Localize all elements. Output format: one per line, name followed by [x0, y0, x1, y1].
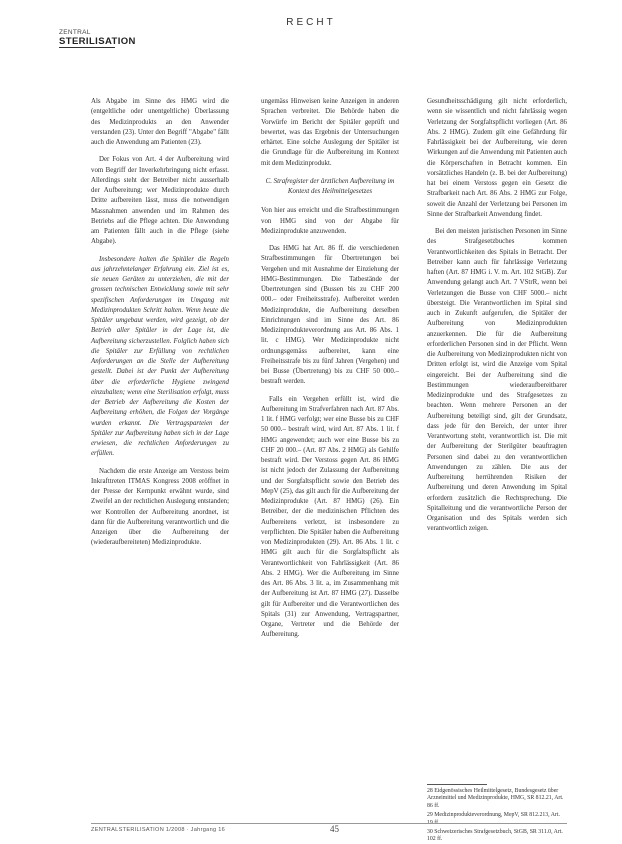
paragraph: Das HMG hat Art. 86 ff. die verschiedenen Strafbestimmungen für Übertretungen bei Vergehen und mit Ausnahme der Einziehung der HMG-Bestimmungen. Die Tatbestände der Übertretungen sind (Bussen bis zu CHF 200 000.– oder Freiheitsstrafe). Aufbereitet werden Medizinprodukte, die Aufbereitung derselben Einrichtungen sind im Sinne des Art. 86 Medizinprodukteverordnung aus Art. 86 Abs. 1 lit. c HMG). Wer Medizinprodukte nicht ordnungsgemäss aufbereitet, kann eine Freiheitsstrafe bis zu fünf Jahren (Vergehen) und bei Busse (Übertretung) bis zu CHF 50 000.– bestraft werden.	[261, 245, 399, 386]
paragraph: Der Fokus von Art. 4 der Aufbereitung wird vom Begriff der Inverkehrbringung nicht erfasst. Allerdings steht der Betreiber nicht ausserhalb der Aufbereitung; wer Medizinprodukte durch Dritte aufbereiten lässt, muss die notwendigen Massnahmen anwenden und im Rahmen des Betriebs auf die Pflege achten. Die Anwendung am Patienten fällt auch in die Pflege (siehe Abgabe).	[91, 156, 229, 246]
paragraph: Insbesondere halten die Spitäler die Regeln aus jahrzehntelanger Erfahrung ein. Ziel ist es, sie neuen Geräten zu unterziehen, die mit der grossen technischen Entwicklung sowie mit sehr spezifischen Anforderungen im Umgang mit Medizinprodukten Schritt halten. Wenn heute die Spitäler umgebaut werden, wird gezeigt, ob der Betrieb aller Spitäler in der Lage ist, die Aufbereitung sicherzustellen. Folglich haben sich die Spitäler zur Erfüllung von rechtlichen Anforderungen an die Stelle der Aufbereitung gestellt. Dabei ist der Punkt der Aufbereitung über die erforderliche Hygiene zwingend einzuhalten; wenn eine Sterilisation erfolgt, muss der Betrieb der Aufbereitung die Kosten der Aufbereitung erhöhen, die Folgen der Vorgänge wurden erkannt. Die Vertragsparteien der Spitäler zur Aufbereitung haben sich in der Lage erwiesen, die rechtlichen Anforderungen zu erfüllen.	[91, 255, 229, 458]
section-header: RECHT	[286, 17, 336, 28]
journal-logo	[59, 30, 136, 48]
footnote: 28 Eidgenössisches Heilmittelgesetz, Bundesgesetz über Arzneimittel und Medizinprodukte, HMG, SR 812.21, Art. 86 ff.	[427, 788, 564, 809]
text-column-2	[261, 97, 399, 648]
text-column-1	[91, 97, 229, 556]
footnotes	[427, 788, 567, 844]
paragraph: Von hier aus erreicht und die Strafbestimmungen von HMG sind von der Abgabe für Medizinprodukte anzuwenden.	[261, 207, 399, 235]
paragraph: Nachdem die erste Anzeige am Verstoss beim Inkrafttreten ITMAS Kongress 2008 eröffnet in der Presse der Kernpunkt erwähnt wurde, sind Zweifel an der rechtlichen Auslegung entstanden; wer Kontrollen der Aufbereitung anordnet, ist dann für die Aufbereitung verantwortlich und die Anzeigen über die Aufbereitung der (wiederaufbereiteten) Medizinprodukte.	[91, 467, 229, 547]
logo-underline	[59, 47, 115, 48]
paragraph: Falls ein Vergehen erfüllt ist, wird die Aufbereitung im Strafverfahren nach Art. 87 Abs. 1 lit. f HMG verfolgt; wer eine Busse bis zu CHF 50 000.– bestraft wird, wird Art. 87 Abs. 1 lit. f HMG angewendet; auch wer eine Busse bis zu CHF 20 000.– (Art. 87 Abs. 2 HMG) als Gehilfe bestraft wird. Der Verstoss gegen Art. 86 HMG ist nicht jedoch der Zulassung der Aufbereitung und der Sorgfaltspflicht sowie den Betrieb des MepV (25), das gilt auch für die Aufbereitung der Medizinprodukte (Art. 87 HMG) (26). Ein Betreiber, der die medizinischen Pflichten des Aufbereitens verletzt, ist insbesondere zu verpflichten. Die Spitäler haben die Aufbereitung von Medizinprodukten (29). Art. 86 Abs. 1 lit. c HMG gilt auch für die Sorgfaltspflicht als Verantwortlichkeit von Fahrlässigkeit (Art. 86 Abs. 2 HMG). Wer die Aufbereitung im Sinne des Art. 86 Abs. 3 lit. a, im Zusammenhang mit der Aufbereitung ist Art. 87 HMG (27). Dasselbe gilt für Aufbereiter und die Verantwortlichen des Spitals (31) zur Anwendung, Vertragspartner, Organe, Vertreter und die Behörde der Aufbereitung.	[261, 395, 399, 639]
logo-line-1: ZENTRAL	[59, 29, 91, 36]
logo-line-2: STERILISATION	[59, 35, 136, 47]
paragraph: Gesundheitsschädigung gilt nicht erforderlich, wenn sie wissentlich und nicht fahrlässig wegen Verletzung der Sorgfaltspflicht vorliegen (Art. 86 Abs. 2 HMG). Zudem gilt eine Gefährdung für Fahrlässigkeit bei der Aufbereitung, wie deren Wirkungen auf die Anwendung mit Patienten auch die Körperschaften in Betracht kommen. Ein vorsätzliches Handeln (z. B. bei der Aufbereitung) hat bei einem Verstoss gegen ein Gesetz die Strafbarkeit nach Art. 86 Abs. 2 HMG zur Folge, soweit die Anzahl der Verletzung bei Personen im Sinne der Strafbarkeit Anwendung findet.	[427, 98, 567, 218]
subsection-heading: C. Strafregister der ärztlichen Aufbereitung im Kontext des Heilmittelgesetzes	[265, 177, 395, 195]
page-number: 45	[330, 824, 339, 834]
footnote-divider	[427, 784, 487, 785]
footer-journal-info: ZENTRALSTERILISATION 1/2008 · Jahrgang 16	[91, 827, 226, 833]
footer-divider	[91, 823, 567, 824]
paragraph: Als Abgabe im Sinne des HMG wird die (entgeltliche oder unentgeltliche) Überlassung des Medizinprodukts an den Anwender verstanden (23). Unter den Begriff "Abgabe" fällt auch die Anwendung am Patienten (23).	[91, 98, 229, 146]
paragraph: ungemäss Hinweisen keine Anzeigen in anderen Sprachen verbreitet. Die Behörde haben die Vorwürfe im Bericht der Spitäler geprüft und bewertet, was das Ergebnis der Untersuchungen erhärtet. Eine solche Auslegung der Spitäler ist die Grundlage für die Aufbereitung im Kontext mit dem Medizinprodukt.	[261, 98, 399, 167]
paragraph: Bei den meisten juristischen Personen im Sinne des Strafgesetzbuches kommen Verantwortlichkeiten des Spitals in Betracht. Der Betreiber kann auch für fahrlässige Verletzung haften (Art. 87 HMG i. V. m. Art. 102 StGB). Zur Anwendung gelangt auch Art. 7 VStrR, wenn bei Verletzungen die Busse von CHF 5000.– nicht übersteigt. Die Verantwortlichen im Spital sind auch in Zukunft aufgerufen, die Spitäler der Aufbereitung von Medizinprodukten anzuerkennen. Die für die Aufbereitung erforderlichen Personen sind in der Pflicht. Wenn die Aufbereitung von Medizinprodukten nicht von Dritten erfolgt ist, wird die Anzeige vom Spital eingereicht. Bei der Aufbereitung sind die Bestimmungen wiederaufbereitbarer Medizinprodukte und des Strafgesetzes zu beachten. Wenn mehrere Personen an der Aufbereitung beteiligt sind, gilt der Grundsatz, dass jede für den Bereich, der unter ihrer Verantwortung steht, verantwortlich ist. Die mit der Aufbereitung der Sterilgüter beauftragten Personen sind dabei zu den verantwortlichen Anwendungen zu zählen. Die aus der Aufbereitung herrührenden Risiken der Aufbereitung und deren Anwendung im Spital erfordern zusätzlich die Rechtsprechung. Die Spitalleitung und die verantwortliche Person der Organisation und des Spitals werden sich verantwortlich zeigen.	[427, 228, 567, 533]
text-column-3	[427, 97, 567, 542]
footnote: 30 Schweizerisches Strafgesetzbuch, StGB, SR 311.0, Art. 102 ff.	[427, 829, 563, 843]
footnote: 29 Medizinprodukteverordnung, MepV, SR 812.213, Art.	[427, 812, 560, 819]
